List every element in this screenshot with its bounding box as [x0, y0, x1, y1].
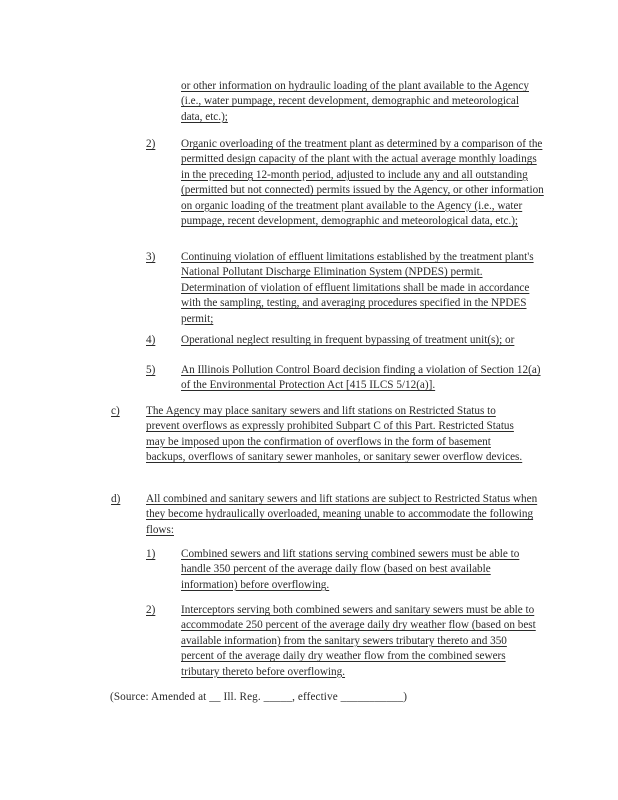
- item-b4-text: Operational neglect resulting in frequent bypassing of treatment unit(s); or: [181, 334, 515, 346]
- item-d2-number: 2): [146, 604, 156, 616]
- item-b3-text: Continuing violation of effluent limitations established by the treatment plant's National Pollutant Discharge Elimination System (NPDES) permit. Determination of violation of effluent limitations shall be made in accordance with the sampling, testing, and averaging procedures specified in the NPDES permit;: [181, 251, 534, 325]
- item-b2-text: Organic overloading of the treatment plant as determined by a comparison of the permitted design capacity of the plant with the actual average monthly loadings in the preceding 12-month period, adjusted to include any and all outstanding (permitted but not connected) permits issued by the Agency, or other information on organic loading of the treatment plant available to the Agency (i.e., water pumpage, recent development, demographic and meteorological data, etc.);: [181, 138, 544, 228]
- section-c-text: The Agency may place sanitary sewers and lift stations on Restricted Status to prevent overflows as expressly prohibited Subpart C of this Part. Restricted Status may be imposed upon the confirmation of overflows in the form of basement backups, overflows of sanitary sewer manholes, or sanitary sewer overflow devices.: [146, 405, 523, 464]
- intro-fragment: or other information on hydraulic loading of the plant available to the Agency (i.e., water pumpage, recent development, demographic and meteorological data, etc.);: [181, 80, 529, 123]
- section-c-letter: c): [111, 405, 120, 417]
- source-note: (Source: Amended at __ Ill. Reg. _____, effective ___________): [110, 691, 408, 703]
- item-b5-text: An Illinois Pollution Control Board decision finding a violation of Section 12(a) of the Environmental Protection Act [415 ILCS 5/12(a)].: [181, 364, 541, 392]
- item-d1-number: 1): [146, 548, 156, 560]
- section-d-letter: d): [111, 493, 121, 505]
- item-b4-number: 4): [146, 334, 156, 346]
- item-b3-number: 3): [146, 251, 156, 263]
- item-d1-text: Combined sewers and lift stations serving combined sewers must be able to handle 350 percent of the average daily flow (based on best available information) before overflowing.: [181, 548, 520, 591]
- item-d2-text: Interceptors serving both combined sewers and sanitary sewers must be able to accommodate 250 percent of the average daily dry weather flow (based on best available information) from the sanitary sewers tributary thereto and 350 percent of the average daily dry weather flow from the combined sewers tributary thereto before overflowing.: [181, 604, 536, 678]
- section-d-text: All combined and sanitary sewers and lift stations are subject to Restricted Status when they become hydraulically overloaded, meaning unable to accommodate the following flows:: [146, 493, 538, 536]
- item-b2-number: 2): [146, 138, 156, 150]
- item-b5-number: 5): [146, 364, 156, 376]
